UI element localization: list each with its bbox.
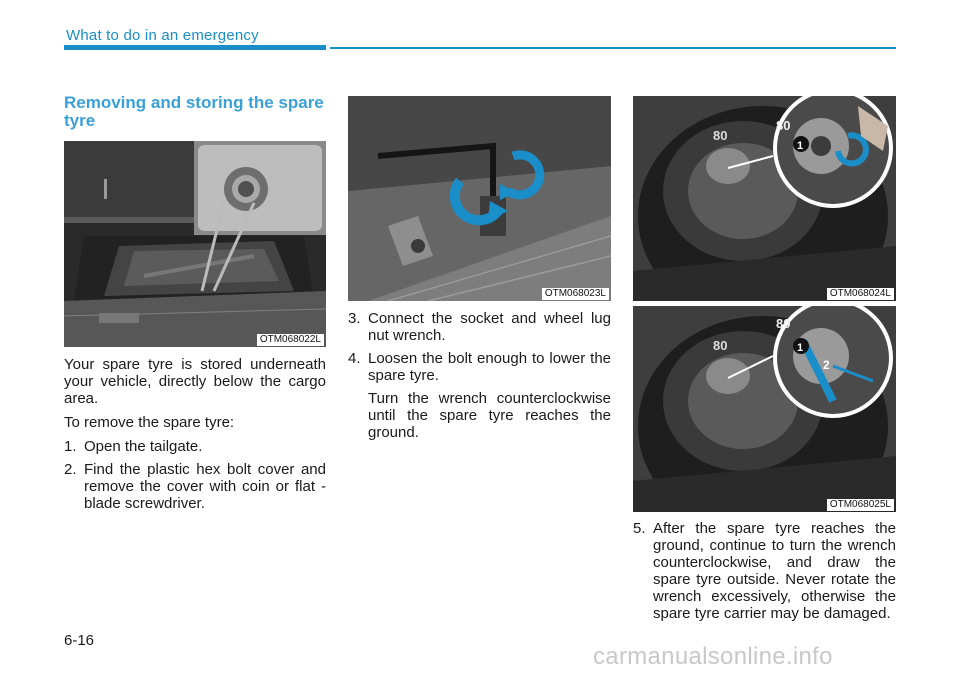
header-rule-thin (330, 47, 896, 49)
marker-80: 80 (776, 316, 791, 331)
column-2-text (348, 310, 611, 448)
step-number: 4. (348, 350, 361, 367)
figure-wrench-socket (348, 96, 611, 301)
step-number: 3. (348, 310, 361, 327)
step-item (348, 310, 611, 344)
step-number: 5. (633, 520, 646, 537)
header-rule-thick (64, 45, 326, 50)
step-text: Open the tailgate. (84, 438, 203, 455)
step-item (64, 438, 326, 455)
to-remove-label: To remove the spare tyre: (64, 414, 235, 431)
column-1-text (64, 356, 326, 518)
watermark: carmanualsonline.info (593, 643, 833, 670)
intro-paragraph: Your spare tyre is stored underneath your vehicle, directly below the cargo area. (64, 356, 326, 407)
step-text: After the spare tyre reaches the ground, continue to turn the wrench counterclockwise, and draw the spare tyre outside. Never rotate the wrench excessively, otherwise the spare tyre carrier may be damaged. (653, 520, 896, 622)
step-number: 2. (64, 461, 77, 478)
figure-caption: OTM068024L (827, 288, 894, 300)
figure-spare-tyre-lowering (633, 96, 896, 301)
section-title: What to do in an emergency (66, 27, 259, 44)
page-number: 6-16 (64, 632, 95, 649)
figure-caption: OTM068023L (542, 288, 609, 300)
marker-80: 80 (776, 118, 791, 133)
step-item (633, 520, 896, 622)
step-text: Find the plastic hex bolt cover and remove the cover with coin or flat - blade screwdriver. (84, 461, 326, 512)
figure-caption: OTM068022L (257, 334, 324, 346)
marker-80: 80 (713, 128, 728, 143)
section-heading: Removing and storing the spare tyre (64, 93, 324, 130)
marker-1: 1 (797, 140, 804, 152)
step-item (348, 350, 611, 384)
marker-2: 2 (823, 358, 830, 372)
marker-80: 80 (713, 338, 728, 353)
figure-caption: OTM068025L (827, 499, 894, 511)
step-text: Connect the socket and wheel lug nut wrench. (368, 310, 611, 344)
figure-spare-tyre-removal (633, 306, 896, 512)
step-note: Turn the wrench counterclockwise until the spare tyre reaches the ground. (368, 390, 611, 441)
step-text: Loosen the bolt enough to lower the spare tyre. (368, 350, 611, 384)
marker-1: 1 (797, 342, 804, 354)
figure-cargo-area (64, 141, 326, 347)
step-number: 1. (64, 438, 77, 455)
step-item (64, 461, 326, 512)
column-3-text (633, 520, 896, 628)
